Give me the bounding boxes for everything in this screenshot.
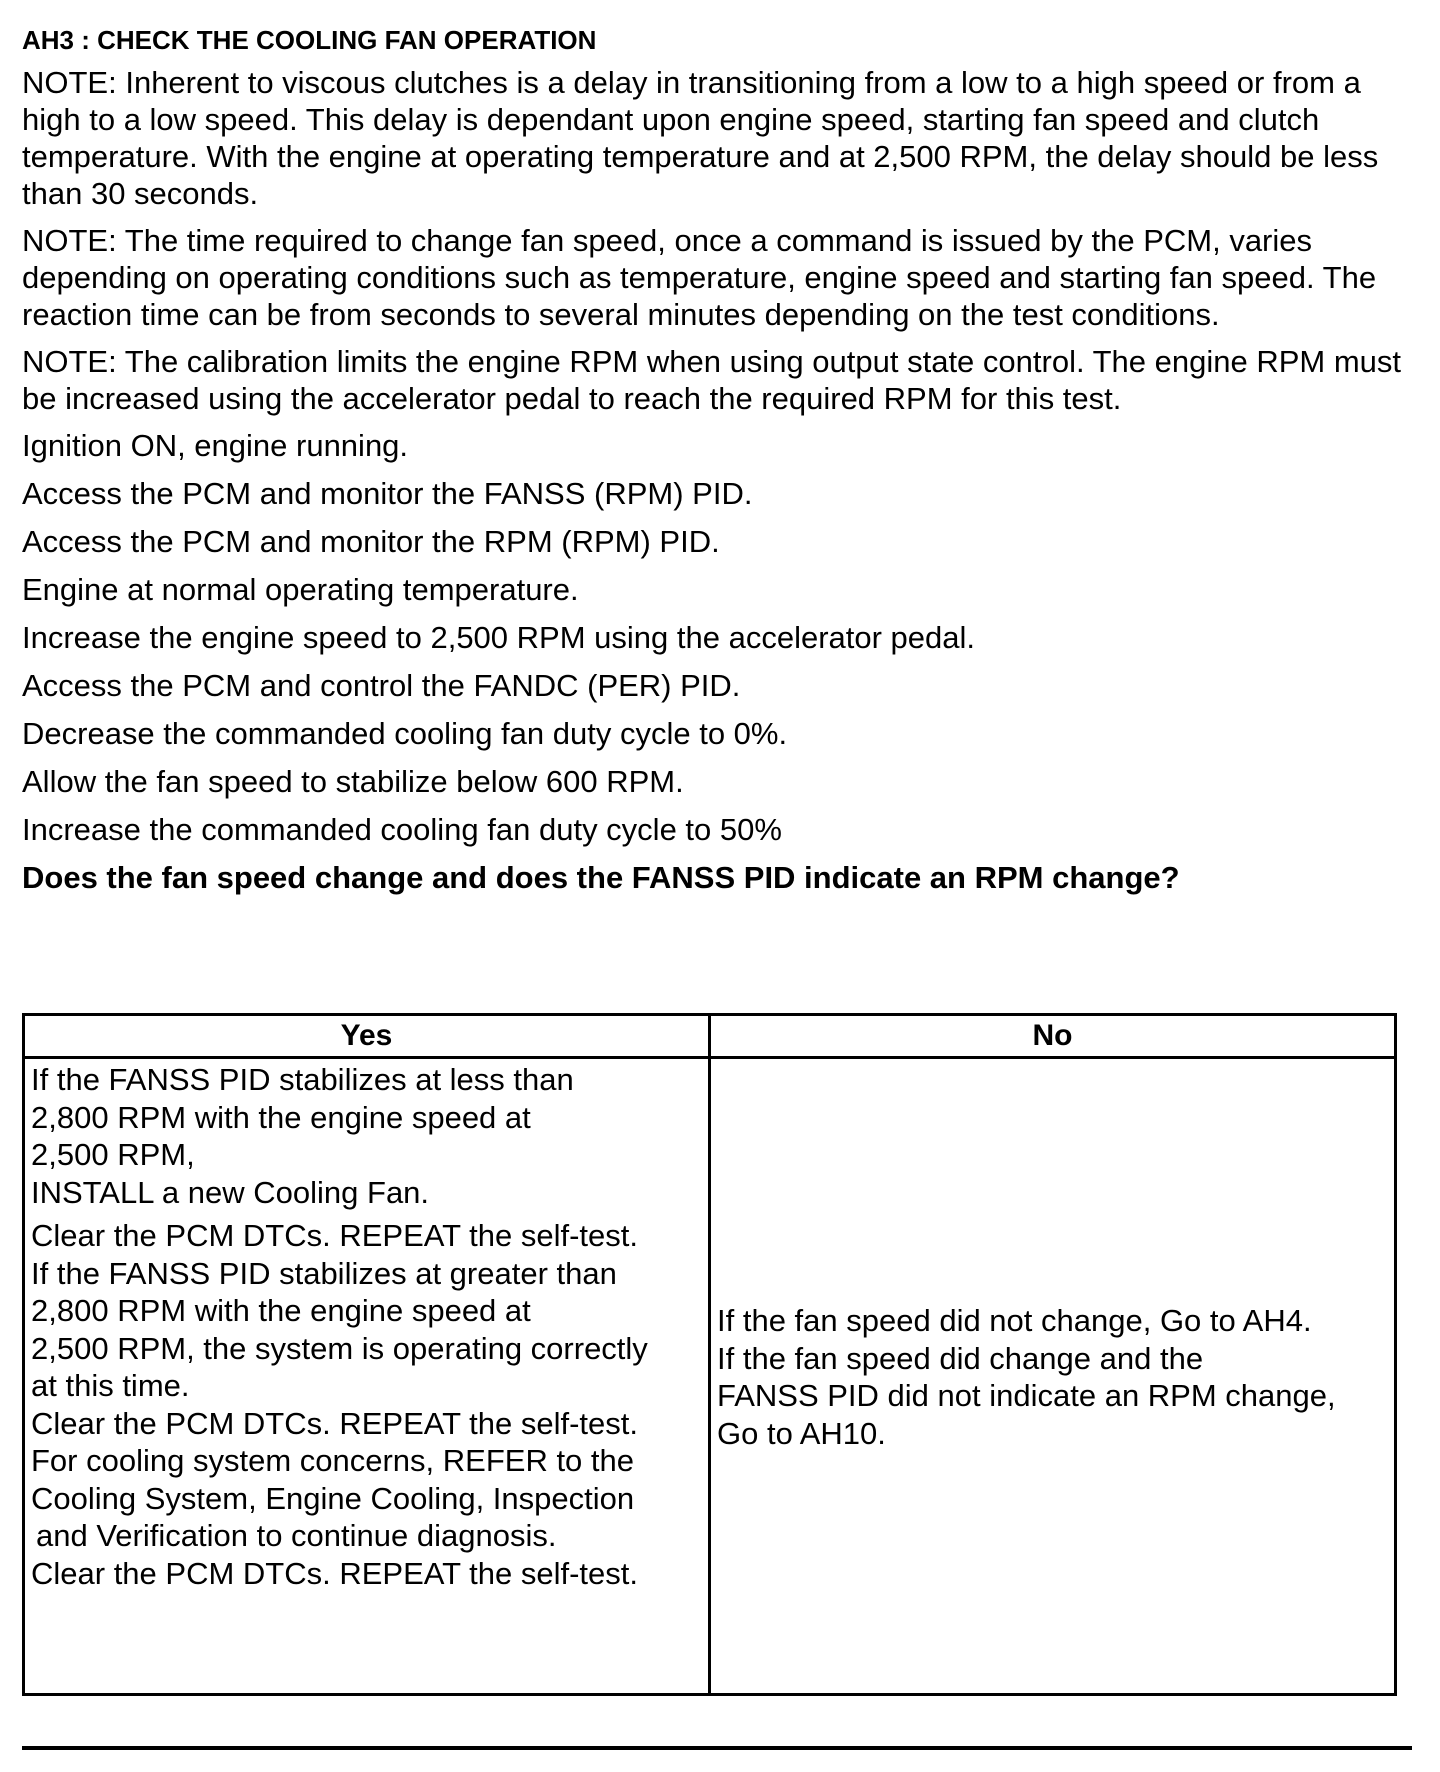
result-table-header-row [24, 1015, 1396, 1058]
no-line: Go to AH10. [717, 1415, 886, 1451]
no-result-text [711, 1300, 1394, 1452]
result-table [22, 1013, 1397, 1696]
yes-line: Cooling System, Engine Cooling, Inspection [31, 1480, 635, 1516]
yes-line: and Verification to continue diagnosis. [36, 1518, 557, 1553]
yes-result-text [25, 1059, 708, 1592]
document-page [22, 22, 1422, 896]
yes-result-cell [24, 1058, 710, 1695]
instruction-monitor-rpm: Access the PCM and monitor the RPM (RPM) PID. [22, 524, 720, 559]
no-line: If the fan speed did not change, Go to AH4. [717, 1303, 1312, 1338]
yes-line: at this time. [31, 1368, 190, 1403]
instruction-ignition-on: Ignition ON, engine running. [22, 428, 409, 463]
yes-line: If the FANSS PID stabilizes at greater than [31, 1255, 617, 1291]
footer-divider [22, 1746, 1412, 1750]
yes-line: Clear the PCM DTCs. REPEAT the self-test. [31, 1218, 638, 1253]
instruction-control-fandc: Access the PCM and control the FANDC (PER) PID. [22, 668, 741, 703]
yes-line: INSTALL a new Cooling Fan. [31, 1174, 430, 1210]
yes-line: 2,800 RPM with the engine speed at [31, 1293, 531, 1328]
note-fan-speed-change-time: NOTE: The time required to change fan speed, once a command is issued by the PCM, varies depending on operating conditions such as temperature, engine speed and starting fan speed. The reaction time can be from seconds to several minutes depending on the test conditions. [22, 223, 1377, 332]
yes-line: For cooling system concerns, REFER to the [31, 1443, 635, 1478]
yes-line: Clear the PCM DTCs. REPEAT the self-test. [31, 1555, 638, 1591]
no-column-header: No [710, 1015, 1396, 1058]
test-question: Does the fan speed change and does the FANSS PID indicate an RPM change? [22, 860, 1180, 895]
instruction-monitor-fanss: Access the PCM and monitor the FANSS (RPM) PID. [22, 476, 753, 511]
result-table-body-row [24, 1058, 1396, 1695]
no-line: FANSS PID did not indicate an RPM change, [717, 1378, 1336, 1413]
instruction-stabilize-fan-speed: Allow the fan speed to stabilize below 600 RPM. [22, 764, 684, 799]
instruction-engine-temperature: Engine at normal operating temperature. [22, 572, 579, 607]
yes-line: 2,500 RPM, [31, 1137, 195, 1172]
no-result-cell [710, 1058, 1396, 1695]
yes-line: 2,500 RPM, the system is operating correctly [31, 1330, 648, 1366]
note-viscous-clutch-delay: NOTE: Inherent to viscous clutches is a delay in transitioning from a low to a high speed or from a high to a low speed. This delay is dependant upon engine speed, starting fan speed and clutch temperature. With the engine at operating temperature and at 2,500 RPM, the delay should be less than 30 seconds. [22, 65, 1379, 211]
instruction-decrease-duty-cycle: Decrease the commanded cooling fan duty cycle to 0%. [22, 716, 788, 751]
no-line: If the fan speed did change and the [717, 1340, 1204, 1376]
yes-line: If the FANSS PID stabilizes at less than [31, 1062, 574, 1097]
instruction-increase-duty-cycle: Increase the commanded cooling fan duty cycle to 50% [22, 812, 782, 847]
yes-column-header: Yes [24, 1015, 710, 1058]
instruction-increase-engine-speed: Increase the engine speed to 2,500 RPM using the accelerator pedal. [22, 620, 976, 655]
yes-line: Clear the PCM DTCs. REPEAT the self-test. [31, 1405, 638, 1441]
step-title: AH3 : CHECK THE COOLING FAN OPERATION [22, 25, 597, 55]
yes-line: 2,800 RPM with the engine speed at [31, 1099, 531, 1135]
note-calibration-rpm-limit: NOTE: The calibration limits the engine RPM when using output state control. The engine RPM must be increased using the accelerator pedal to reach the required RPM for this test. [22, 344, 1402, 416]
